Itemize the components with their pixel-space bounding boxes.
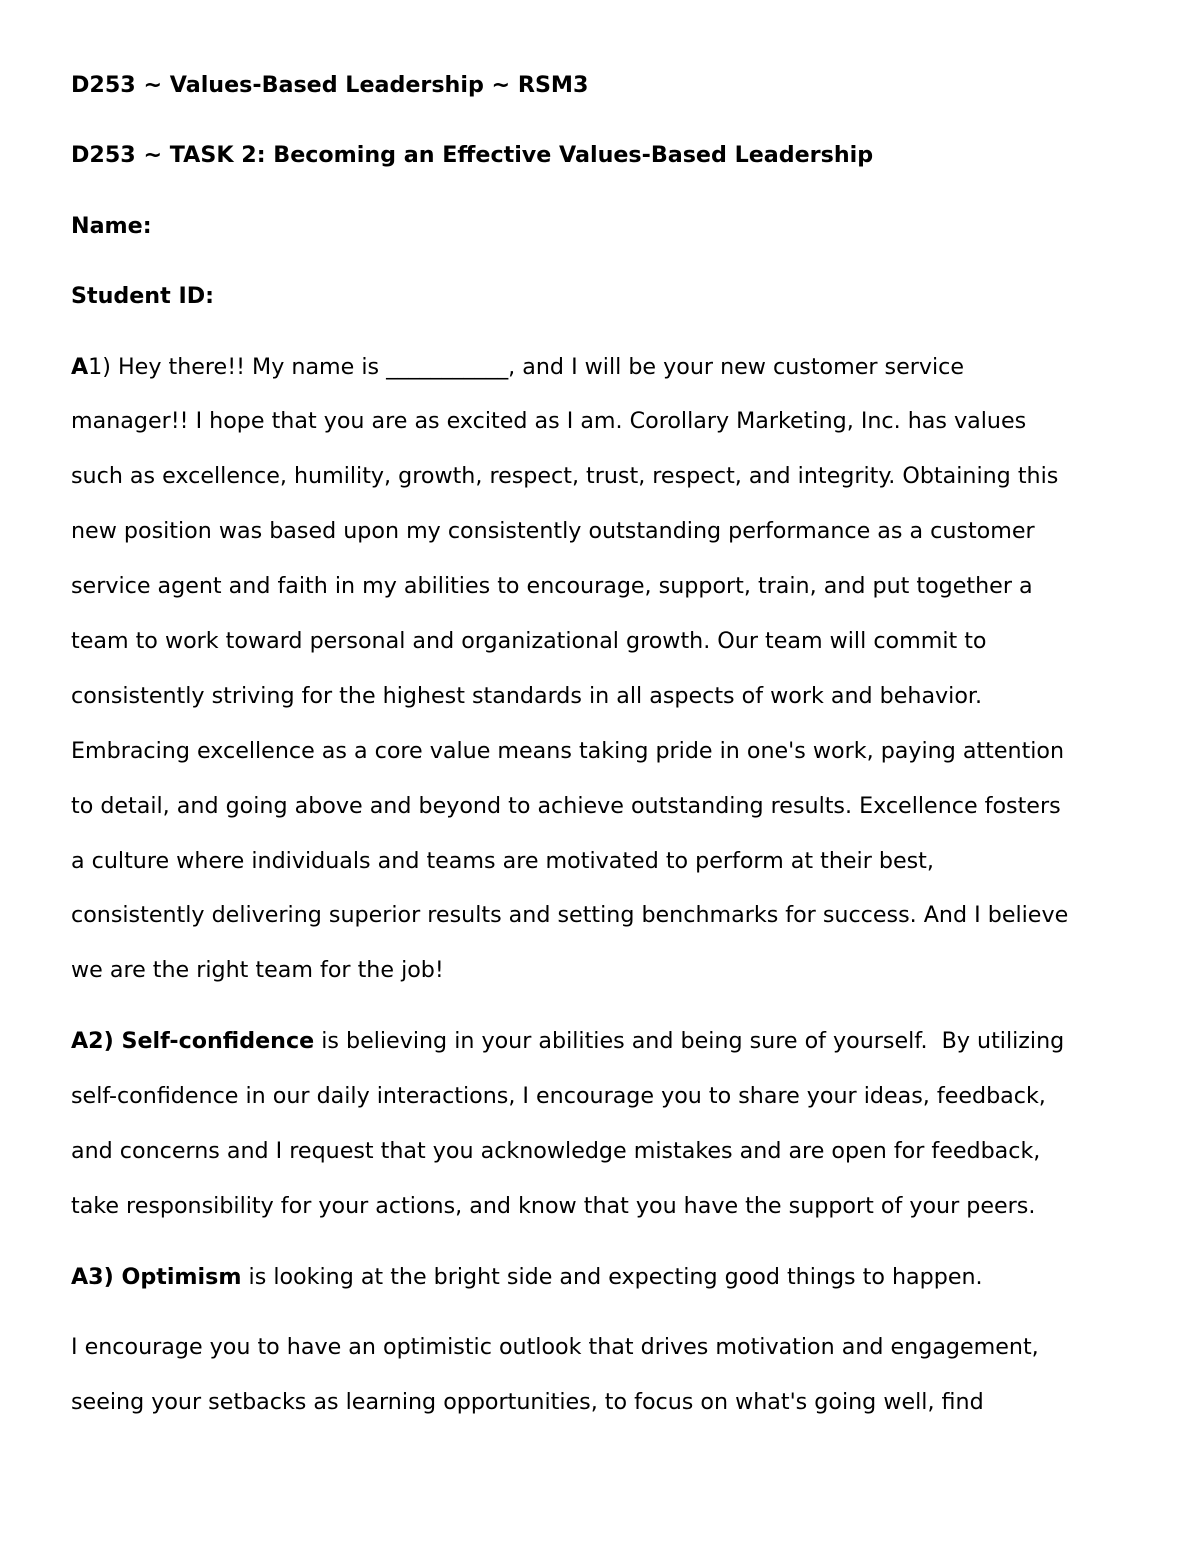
paragraph-text: is believing in your abilities and being sure of yourself. By utilizing — [314, 1028, 1065, 1054]
paragraph-line: consistently striving for the highest standards in all aspects of work and behavior. — [71, 683, 983, 709]
paragraph-line: I encourage you to have an optimistic outlook that drives motivation and engagement, — [71, 1334, 1039, 1360]
paragraph-line: seeing your setbacks as learning opportunities, to focus on what's going well, find — [71, 1389, 984, 1415]
paragraph-line: service agent and faith in my abilities to encourage, support, train, and put together a — [71, 573, 1033, 599]
section-a2-label: A2) Self-confidence — [71, 1028, 315, 1054]
section-a3-label: A3) Optimism — [71, 1264, 242, 1290]
paragraph-line — [71, 1027, 1064, 1055]
paragraph-line: and concerns and I request that you acknowledge mistakes and are open for feedback, — [71, 1138, 1041, 1164]
paragraph-line — [71, 353, 964, 381]
paragraph-line: such as excellence, humility, growth, respect, trust, respect, and integrity. Obtaining this — [71, 463, 1059, 489]
name-label: Name: — [71, 213, 152, 239]
paragraph-line: new position was based upon my consistently outstanding performance as a customer — [71, 518, 1035, 544]
task-title: D253 ~ TASK 2: Becoming an Effective Values-Based Leadership — [71, 142, 874, 168]
paragraph-line: take responsibility for your actions, and know that you have the support of your peers. — [71, 1193, 1036, 1219]
paragraph-line: manager!! I hope that you are as excited as I am. Corollary Marketing, Inc. has values — [71, 408, 1027, 434]
paragraph-text: 1) Hey there!! My name is ___________, and I will be your new customer service — [88, 354, 965, 380]
section-a1-label: A — [71, 354, 89, 380]
paragraph-line: team to work toward personal and organizational growth. Our team will commit to — [71, 628, 987, 654]
paragraph-text: is looking at the bright side and expecting good things to happen. — [241, 1264, 983, 1290]
paragraph-line: consistently delivering superior results and setting benchmarks for success. And I believe — [71, 902, 1069, 928]
course-title: D253 ~ Values-Based Leadership ~ RSM3 — [71, 72, 589, 98]
paragraph-line: a culture where individuals and teams are motivated to perform at their best, — [71, 848, 934, 874]
student-id-label: Student ID: — [71, 283, 214, 309]
paragraph-line — [71, 1263, 983, 1291]
paragraph-line: self-confidence in our daily interactions, I encourage you to share your ideas, feedback, — [71, 1083, 1046, 1109]
paragraph-line: Embracing excellence as a core value means taking pride in one's work, paying attention — [71, 738, 1065, 764]
paragraph-line: to detail, and going above and beyond to achieve outstanding results. Excellence fosters — [71, 793, 1061, 819]
paragraph-line: we are the right team for the job! — [71, 957, 444, 983]
